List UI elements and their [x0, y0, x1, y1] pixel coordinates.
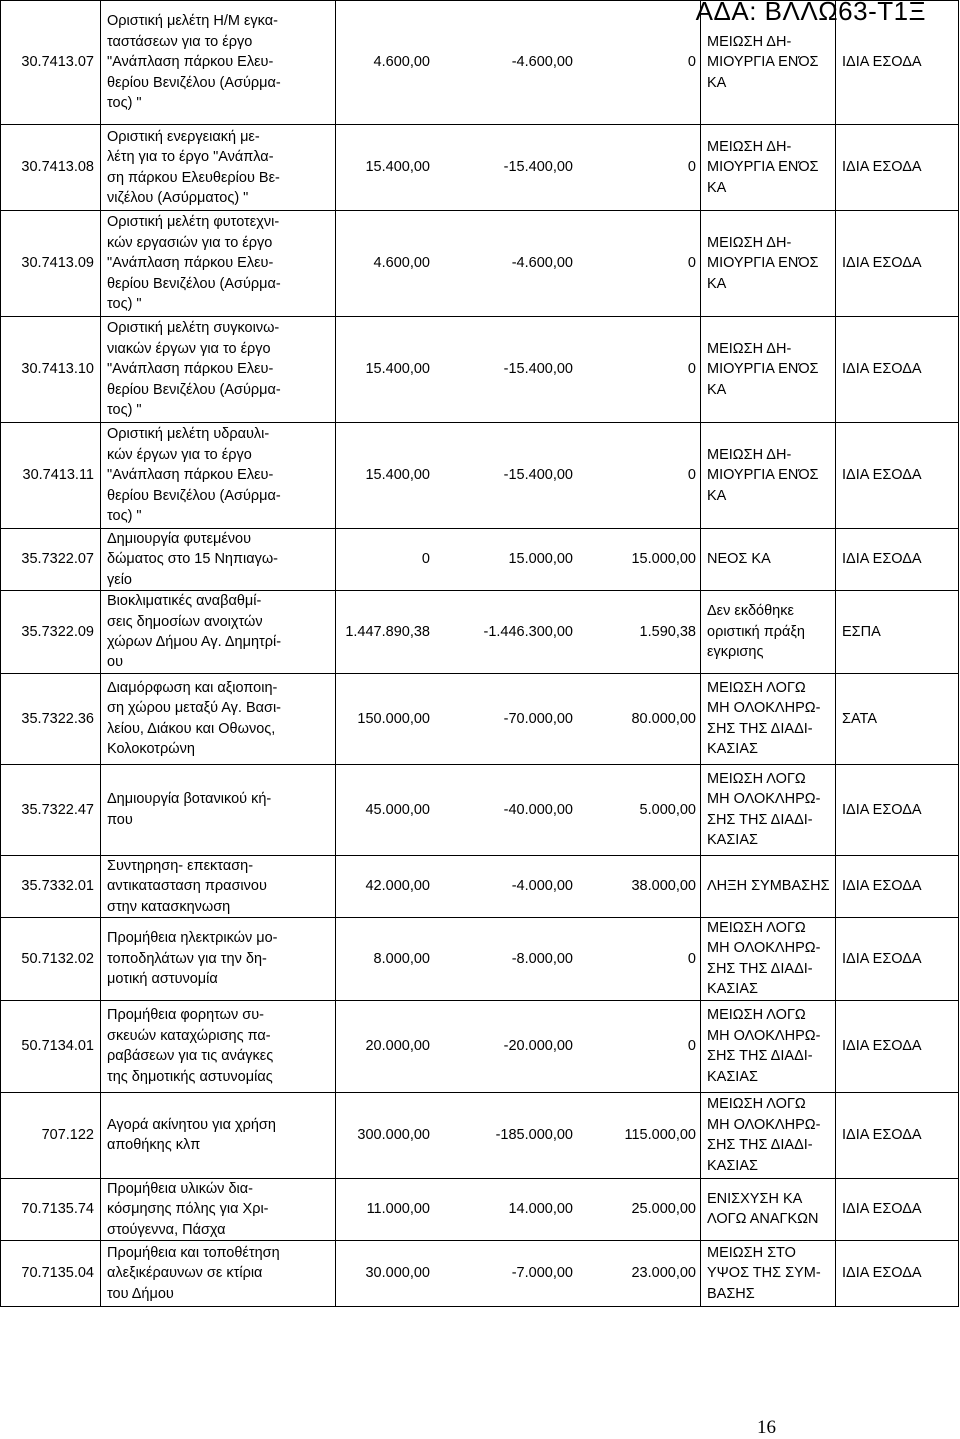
initial-amount: 150.000,00	[357, 710, 430, 727]
table-row	[1, 529, 959, 591]
page-number: 16	[757, 1417, 776, 1438]
final-amount: 80.000,00	[631, 710, 696, 727]
initial-amount: 15.400,00	[365, 159, 430, 176]
funding-source-text: ΙΔΙΑ ΕΣΟΔΑ	[842, 878, 922, 895]
reason-cell	[701, 855, 836, 917]
description-cell	[101, 1000, 336, 1092]
reason-cell	[701, 1240, 836, 1306]
account-code-text: 30.7413.09	[21, 255, 94, 272]
amounts-cell	[336, 673, 701, 764]
description-text: Οριστική μελέτη Η/Μ εγκα- ταστάσεων για το έργο "Ανάπλαση πάρκου Ελευ- θερίου Βενιζέλου (Ασύρμα- τος) "	[107, 13, 281, 112]
change-amount: -40.000,00	[503, 801, 573, 818]
amounts-cell	[336, 591, 701, 674]
description-cell	[101, 764, 336, 855]
initial-amount: 45.000,00	[365, 801, 430, 818]
funding-source-cell	[836, 529, 959, 591]
reason-cell	[701, 423, 836, 529]
table-row	[1, 673, 959, 764]
reason-text: ΜΕΙΩΣΗ ΛΟΓΩ ΜΗ ΟΛΟΚΛΗΡΩ- ΣΗΣ ΤΗΣ ΔΙΑΔΙ- ΚΑΣΙΑΣ	[707, 1096, 821, 1174]
ada-code: ΑΔΑ: ΒΛΛΩ63-Τ1Ξ	[695, 0, 926, 26]
initial-amount: 4.600,00	[373, 255, 430, 272]
table-row	[1, 1092, 959, 1178]
description-text: Συντηρηση- επεκταση- αντικατασταση πρασινου στην κατασκηνωση	[107, 857, 267, 915]
change-amount: -8.000,00	[511, 950, 573, 967]
reason-text: ΕΝΙΣΧΥΣΗ ΚΑ ΛΟΓΩ ΑΝΑΓΚΩΝ	[707, 1190, 819, 1228]
account-code-text: 50.7134.01	[21, 1037, 94, 1054]
funding-source-cell	[836, 423, 959, 529]
funding-source-text: ΙΔΙΑ ΕΣΟΔΑ	[842, 361, 922, 378]
description-text: Προμήθεια υλικών δια- κόσμησης πόλης για Χρι- στούγεννα, Πάσχα	[107, 1180, 269, 1238]
description-text: Οριστική μελέτη υδραυλι- κών έργων για το έργο "Ανάπλαση πάρκου Ελευ- θερίου Βενιζέλου (Ασύρμα- τος) "	[107, 426, 281, 525]
initial-amount: 42.000,00	[365, 878, 430, 895]
account-code	[1, 1178, 101, 1240]
account-code-text: 30.7413.10	[21, 361, 94, 378]
funding-source-text: ΙΔΙΑ ΕΣΟΔΑ	[842, 801, 922, 818]
final-amount: 0	[687, 159, 696, 176]
funding-source-text: ΙΔΙΑ ΕΣΟΔΑ	[842, 1126, 922, 1143]
reason-text: ΜΕΙΩΣΗ ΛΟΓΩ ΜΗ ΟΛΟΚΛΗΡΩ- ΣΗΣ ΤΗΣ ΔΙΑΔΙ- ΚΑΣΙΑΣ	[707, 1007, 821, 1085]
description-text: Προμήθεια φορητων συ- σκευών καταχώρισης πα- ραβάσεων για τις ανάγκες της δημοτικής αστυνομίας	[107, 1007, 274, 1085]
description-text: Βιοκλιματικές αναβαθμί- σεις δημοσίων ανοιχτών χώρων Δήμου Αγ. Δημητρί- ου	[107, 593, 282, 671]
account-code	[1, 1000, 101, 1092]
description-cell	[101, 1092, 336, 1178]
funding-source-text: ΙΔΙΑ ΕΣΟΔΑ	[842, 467, 922, 484]
description-cell	[101, 529, 336, 591]
funding-source-cell	[836, 1178, 959, 1240]
table-row	[1, 1178, 959, 1240]
reason-text: ΜΕΙΩΣΗ ΛΟΓΩ ΜΗ ΟΛΟΚΛΗΡΩ- ΣΗΣ ΤΗΣ ΔΙΑΔΙ- ΚΑΣΙΑΣ	[707, 771, 821, 849]
funding-source-cell	[836, 591, 959, 674]
initial-amount: 15.400,00	[365, 467, 430, 484]
reason-text: ΜΕΙΩΣΗ ΔΗ- ΜΙΟΥΡΓΙΑ ΕΝΌΣ ΚΑ	[707, 138, 819, 196]
funding-source-cell	[836, 1092, 959, 1178]
description-cell	[101, 423, 336, 529]
amounts-cell	[336, 529, 701, 591]
funding-source-cell	[836, 1240, 959, 1306]
account-code-text: 50.7132.02	[21, 950, 94, 967]
reason-text: ΜΕΙΩΣΗ ΛΟΓΩ ΜΗ ΟΛΟΚΛΗΡΩ- ΣΗΣ ΤΗΣ ΔΙΑΔΙ- ΚΑΣΙΑΣ	[707, 680, 821, 758]
account-code	[1, 855, 101, 917]
funding-source-cell	[836, 673, 959, 764]
account-code	[1, 1092, 101, 1178]
initial-amount: 8.000,00	[373, 950, 430, 967]
account-code	[1, 764, 101, 855]
change-amount: -1.446.300,00	[483, 623, 573, 640]
change-amount: -20.000,00	[503, 1037, 573, 1054]
description-text: Δημιουργία φυτεμένου δώματος στο 15 Νηπιαγω- γείο	[107, 531, 278, 588]
description-text: Οριστική μελέτη φυτοτεχνι- κών εργασιών για το έργο "Ανάπλαση πάρκου Ελευ- θερίου Βενιζέλου (Ασύρμα- τος) "	[107, 214, 281, 313]
final-amount: 0	[687, 1037, 696, 1054]
reason-cell	[701, 1092, 836, 1178]
account-code-text: 35.7322.09	[21, 623, 94, 640]
description-cell	[101, 1240, 336, 1306]
table-row	[1, 1000, 959, 1092]
account-code-text: 35.7322.36	[21, 710, 94, 727]
reason-text: ΝΕΟΣ ΚΑ	[707, 551, 771, 568]
change-amount: -4.000,00	[511, 878, 573, 895]
description-text: Προμήθεια και τοποθέτηση αλεξικέραυνων σε κτίρια του Δήμου	[107, 1244, 280, 1302]
reason-text: ΛΗΞΗ ΣΥΜΒΑΣΗΣ	[707, 878, 830, 895]
account-code-text: 35.7332.01	[21, 878, 94, 895]
final-amount: 23.000,00	[631, 1265, 696, 1282]
account-code-text: 707.122	[41, 1126, 94, 1143]
account-code	[1, 211, 101, 317]
initial-amount: 15.400,00	[365, 361, 430, 378]
reason-cell	[701, 1000, 836, 1092]
account-code	[1, 591, 101, 674]
description-text: Αγορά ακίνητου για χρήση αποθήκης κλπ	[107, 1116, 276, 1154]
account-code	[1, 529, 101, 591]
amounts-cell	[336, 764, 701, 855]
change-amount: 15.000,00	[508, 551, 573, 568]
reason-cell	[701, 591, 836, 674]
initial-amount: 20.000,00	[365, 1037, 430, 1054]
final-amount: 0	[687, 950, 696, 967]
initial-amount: 1.447.890,38	[345, 623, 430, 640]
final-amount: 38.000,00	[631, 878, 696, 895]
initial-amount: 30.000,00	[365, 1265, 430, 1282]
amounts-cell	[336, 918, 701, 1001]
description-cell	[101, 591, 336, 674]
initial-amount: 300.000,00	[357, 1126, 430, 1143]
final-amount: 15.000,00	[631, 551, 696, 568]
funding-source-text: ΕΣΠΑ	[842, 623, 881, 640]
funding-source-cell	[836, 918, 959, 1001]
reason-cell	[701, 1178, 836, 1240]
final-amount: 115.000,00	[624, 1126, 696, 1143]
account-code-text: 35.7322.07	[21, 551, 94, 568]
description-text: Διαμόρφωση και αξιοποιη- ση χώρου μεταξύ Αγ. Βασι- λείου, Διάκου και Οθωνος, Κολοκοτρώνη	[107, 680, 281, 758]
change-amount: -4.600,00	[511, 255, 573, 272]
funding-source-cell	[836, 1000, 959, 1092]
table-row	[1, 591, 959, 674]
funding-source-text: ΙΔΙΑ ΕΣΟΔΑ	[842, 1201, 922, 1218]
funding-source-text: ΙΔΙΑ ΕΣΟΔΑ	[842, 1037, 922, 1054]
description-cell	[101, 1178, 336, 1240]
description-cell	[101, 918, 336, 1001]
final-amount: 1.590,38	[639, 623, 696, 640]
description-text: Οριστική μελέτη συγκοινω- νιακών έργων για το έργο "Ανάπλαση πάρκου Ελευ- θερίου Βενιζέλου (Ασύρμα- τος) "	[107, 320, 281, 419]
change-amount: -4.600,00	[511, 54, 573, 71]
account-code	[1, 1, 101, 125]
change-amount: 14.000,00	[508, 1201, 573, 1218]
description-text: Δημιουργία βοτανικού κή- που	[107, 791, 272, 828]
table-row	[1, 1, 959, 125]
description-cell	[101, 855, 336, 917]
account-code-text: 30.7413.07	[21, 54, 94, 71]
reason-text: ΜΕΙΩΣΗ ΔΗ- ΜΙΟΥΡΓΙΑ ΕΝΌΣ ΚΑ	[707, 446, 819, 504]
final-amount: 0	[687, 54, 696, 71]
reason-cell	[701, 125, 836, 211]
account-code-text: 35.7322.47	[21, 801, 94, 818]
funding-source-text: ΙΔΙΑ ΕΣΟΔΑ	[842, 1265, 922, 1282]
reason-cell	[701, 1, 836, 125]
funding-source-cell	[836, 125, 959, 211]
amounts-cell	[336, 317, 701, 423]
funding-source-text: ΙΔΙΑ ΕΣΟΔΑ	[842, 159, 922, 176]
amounts-cell	[336, 125, 701, 211]
description-text: Οριστική ενεργειακή με- λέτη για το έργο "Ανάπλα- ση πάρκου Ελευθερίου Βε- νιζέλου (Ασύρματος) "	[107, 128, 280, 206]
description-cell	[101, 673, 336, 764]
reason-cell	[701, 918, 836, 1001]
change-amount: -70.000,00	[503, 710, 573, 727]
reason-cell	[701, 317, 836, 423]
reason-cell	[701, 764, 836, 855]
reason-text: ΜΕΙΩΣΗ ΛΟΓΩ ΜΗ ΟΛΟΚΛΗΡΩ- ΣΗΣ ΤΗΣ ΔΙΑΔΙ- ΚΑΣΙΑΣ	[707, 920, 821, 998]
account-code	[1, 423, 101, 529]
table-row	[1, 1240, 959, 1306]
table-row	[1, 211, 959, 317]
description-text: Προμήθεια ηλεκτρικών μο- τοποδηλάτων για την δη- μοτική αστυνομία	[107, 930, 278, 988]
amounts-cell	[336, 1000, 701, 1092]
reason-cell	[701, 211, 836, 317]
reason-text: Δεν εκδόθηκε οριστική πράξη εγκρισης	[707, 603, 805, 661]
funding-source-cell	[836, 1, 959, 125]
account-code-text: 30.7413.11	[22, 467, 94, 484]
funding-source-cell	[836, 855, 959, 917]
initial-amount: 0	[421, 551, 430, 568]
change-amount: -185.000,00	[495, 1126, 573, 1143]
table-row	[1, 423, 959, 529]
reason-cell	[701, 529, 836, 591]
account-code	[1, 125, 101, 211]
funding-source-text: ΙΔΙΑ ΕΣΟΔΑ	[842, 551, 922, 568]
account-code	[1, 1240, 101, 1306]
initial-amount: 4.600,00	[373, 54, 430, 71]
final-amount: 0	[687, 467, 696, 484]
funding-source-text: ΙΔΙΑ ΕΣΟΔΑ	[842, 950, 922, 967]
amounts-cell	[336, 1092, 701, 1178]
table-row	[1, 764, 959, 855]
reason-text: ΜΕΙΩΣΗ ΔΗ- ΜΙΟΥΡΓΙΑ ΕΝΌΣ ΚΑ	[707, 340, 819, 398]
amounts-cell	[336, 423, 701, 529]
description-cell	[101, 317, 336, 423]
table-row	[1, 125, 959, 211]
initial-amount: 11.000,00	[366, 1201, 430, 1218]
funding-source-text: ΙΔΙΑ ΕΣΟΔΑ	[842, 54, 922, 71]
final-amount: 5.000,00	[639, 801, 696, 818]
change-amount: -15.400,00	[503, 159, 573, 176]
account-code	[1, 317, 101, 423]
reason-text: ΜΕΙΩΣΗ ΔΗ- ΜΙΟΥΡΓΙΑ ΕΝΌΣ ΚΑ	[707, 33, 819, 91]
table-row	[1, 918, 959, 1001]
account-code	[1, 918, 101, 1001]
amounts-cell	[336, 855, 701, 917]
funding-source-text: ΙΔΙΑ ΕΣΟΔΑ	[842, 255, 922, 272]
reason-text: ΜΕΙΩΣΗ ΔΗ- ΜΙΟΥΡΓΙΑ ΕΝΌΣ ΚΑ	[707, 234, 819, 292]
final-amount: 0	[687, 255, 696, 272]
account-code	[1, 673, 101, 764]
description-cell	[101, 1, 336, 125]
final-amount: 0	[687, 361, 696, 378]
reason-cell	[701, 673, 836, 764]
description-cell	[101, 125, 336, 211]
table-row	[1, 855, 959, 917]
table-row	[1, 317, 959, 423]
change-amount: -7.000,00	[511, 1265, 573, 1282]
final-amount: 25.000,00	[631, 1201, 696, 1218]
funding-source-cell	[836, 211, 959, 317]
reason-text: ΜΕΙΩΣΗ ΣΤΟ ΥΨΟΣ ΤΗΣ ΣΥΜ- ΒΑΣΗΣ	[707, 1244, 821, 1302]
amounts-cell	[336, 1240, 701, 1306]
amounts-cell	[336, 1178, 701, 1240]
description-cell	[101, 211, 336, 317]
change-amount: -15.400,00	[503, 467, 573, 484]
funding-source-cell	[836, 317, 959, 423]
change-amount: -15.400,00	[503, 361, 573, 378]
account-code-text: 30.7413.08	[21, 159, 94, 176]
account-code-text: 70.7135.04	[21, 1265, 94, 1282]
funding-source-text: ΣΑΤΑ	[842, 710, 878, 727]
funding-source-cell	[836, 764, 959, 855]
account-code-text: 70.7135.74	[21, 1201, 94, 1218]
amounts-cell	[336, 211, 701, 317]
amounts-cell	[336, 1, 701, 125]
